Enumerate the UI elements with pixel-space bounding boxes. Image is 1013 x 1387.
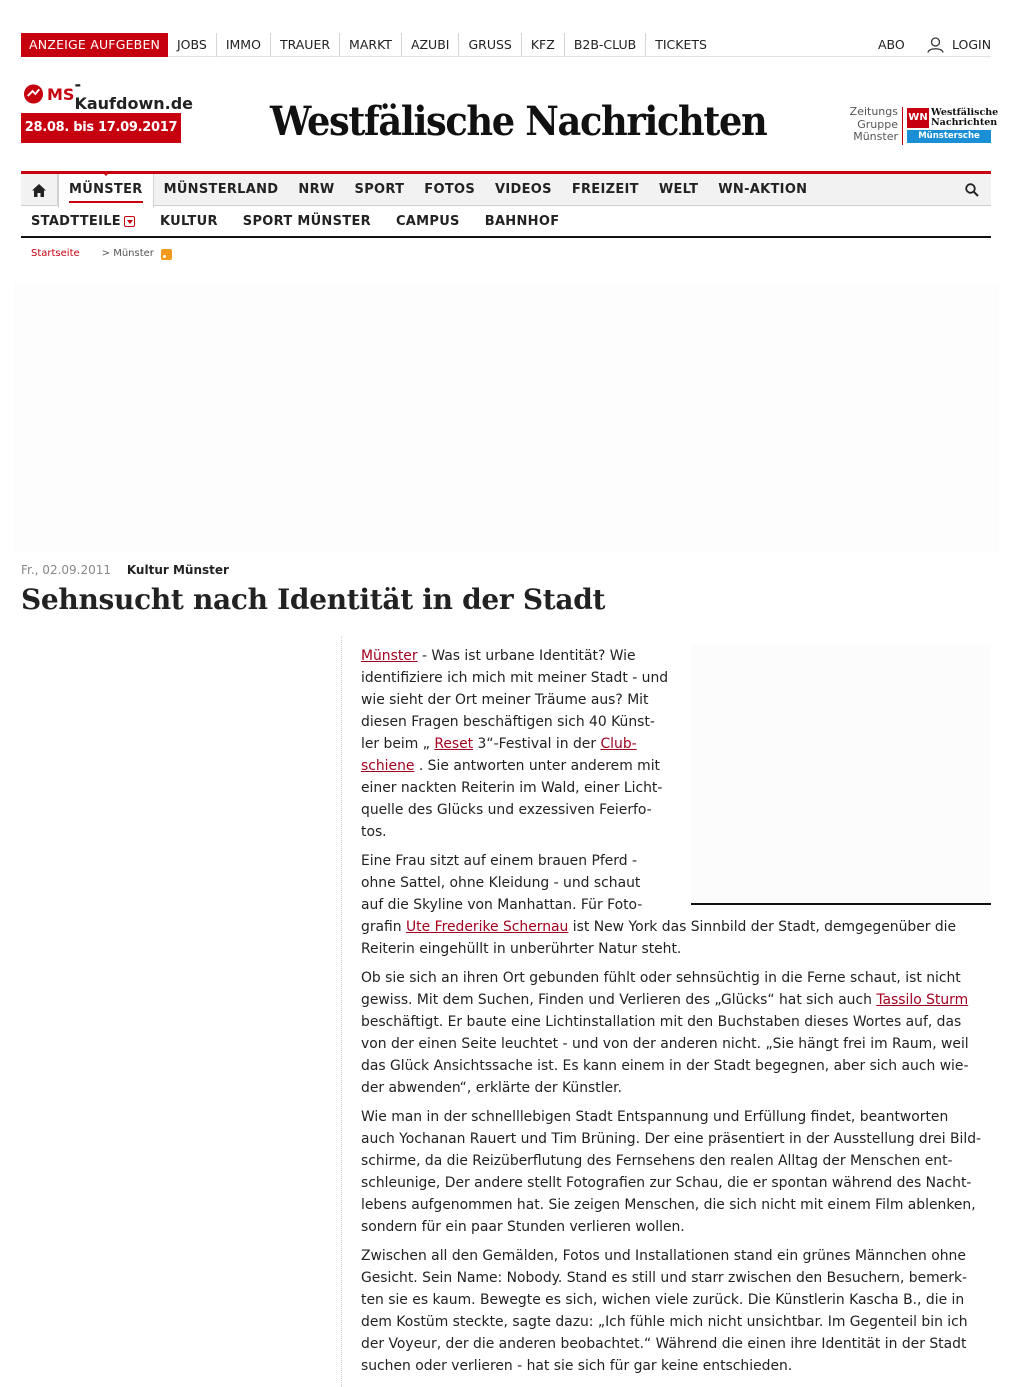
service-link-kfz[interactable]: KFZ bbox=[521, 33, 564, 57]
article-category[interactable]: Kultur Münster bbox=[126, 563, 229, 577]
service-link-immo[interactable]: IMMO bbox=[216, 33, 270, 57]
service-bar bbox=[21, 33, 991, 57]
wn-abbr: WN bbox=[907, 108, 929, 128]
line: wie sieht der Ort meiner Träume aus? Mit bbox=[361, 692, 649, 708]
text: gewiss. Mit dem Suchen, Finden und Verlieren des „Glücks“ hat sich auch bbox=[361, 992, 877, 1008]
wn-name bbox=[931, 108, 998, 128]
link-tassilo-sturm[interactable]: Tassilo Sturm bbox=[876, 992, 969, 1008]
line: Reiterin eingehüllt in unberührter Natur steht. bbox=[361, 941, 682, 957]
wn-name-line-1: Westfälische bbox=[931, 107, 999, 118]
user-icon bbox=[927, 37, 944, 53]
login-label: LOGIN bbox=[952, 37, 992, 52]
line: suchen oder verlieren - hat sie sich für gar keine entschieden. bbox=[361, 1358, 793, 1374]
subnav-stadtteile-label: STADTTEILE bbox=[31, 213, 121, 229]
group-line-2: Gruppe bbox=[857, 117, 898, 131]
wn-logo[interactable] bbox=[907, 107, 999, 154]
paragraph-5 bbox=[361, 1245, 991, 1377]
breadcrumb-current[interactable]: > Münster bbox=[101, 248, 154, 259]
article-date: Fr., 02.09.2011 bbox=[21, 563, 112, 577]
line: von der einen Seite leuchtet - und von der anderen nicht. „Sie hängt frei im Raum, weil bbox=[361, 1036, 969, 1052]
line bbox=[361, 989, 991, 1011]
breadcrumb bbox=[31, 247, 172, 261]
sub-navigation bbox=[21, 207, 991, 238]
article-body bbox=[361, 645, 991, 1384]
link-reset[interactable]: Reset bbox=[434, 736, 474, 752]
text: 3“-Festival in der bbox=[473, 736, 601, 752]
line: Ob sie sich an ihren Ort gebunden fühlt oder sehnsüchtig in die Ferne schaut, ist nicht bbox=[361, 970, 961, 986]
wn-name-line-2: Nachrichten bbox=[931, 117, 998, 128]
home-icon bbox=[32, 184, 46, 197]
line: das Glück Ansichtssache ist. Es kann einem in der Stadt begegnen, aber sich auch wie- bbox=[361, 1058, 969, 1074]
rss-icon[interactable] bbox=[161, 249, 172, 260]
text: - Was ist urbane Identität? Wie bbox=[417, 648, 636, 664]
service-link-tickets[interactable]: TICKETS bbox=[645, 33, 716, 57]
line: sondern für ein paar Stunden verlieren wollen. bbox=[361, 1219, 685, 1235]
kaufdown-logo-icon bbox=[23, 83, 44, 105]
article-headline: Sehnsucht nach Identität in der Stadt bbox=[21, 583, 606, 616]
main-nav-items bbox=[58, 174, 817, 206]
column-divider bbox=[341, 636, 342, 1387]
line: tos. bbox=[361, 824, 387, 840]
line: dem Kostüm steckte, sagte dazu: „Ich fühle mich nicht unsichtbar. Im Gegenteil bin ich bbox=[361, 1314, 968, 1330]
nav-item-fotos[interactable]: FOTOS bbox=[424, 182, 476, 197]
line: quelle des Glücks und exzessiven Feierfo- bbox=[361, 802, 652, 818]
text: . Sie antworten unter anderem mit bbox=[414, 758, 661, 774]
link-ute-frederike-schernau[interactable]: Ute Frederike Schernau bbox=[406, 919, 569, 935]
link-clubschiene[interactable]: Club- bbox=[600, 736, 637, 752]
text: ist New York das Sinnbild der Stadt, demgegenüber die bbox=[568, 919, 957, 935]
line: ohne Sattel, ohne Kleidung - und schaut bbox=[361, 875, 641, 891]
paragraph-2 bbox=[361, 850, 991, 960]
service-link-gruss[interactable]: GRUSS bbox=[458, 33, 520, 57]
breadcrumb-home[interactable]: Startseite bbox=[31, 248, 80, 259]
line bbox=[361, 916, 991, 938]
promo-brand-rest: -Kaufdown.de bbox=[74, 75, 193, 113]
subnav-item-campus[interactable]: CAMPUS bbox=[395, 213, 460, 229]
subnav-item-kultur[interactable]: KULTUR bbox=[160, 213, 218, 229]
service-link-b2b-club[interactable]: B2B-CLUB bbox=[564, 33, 645, 57]
wn-subbrand: Münstersche Zeitung bbox=[907, 130, 991, 143]
line bbox=[361, 733, 991, 755]
text: grafin bbox=[361, 919, 407, 935]
link-muenster[interactable]: Münster bbox=[361, 648, 418, 664]
home-button[interactable] bbox=[21, 174, 58, 206]
ad-placeholder bbox=[14, 282, 999, 552]
dropdown-arrow-icon[interactable] bbox=[124, 216, 135, 227]
nav-item-muensterland[interactable]: MÜNSTERLAND bbox=[163, 182, 279, 197]
subnav-item-bahnhof[interactable]: BAHNHOF bbox=[484, 213, 560, 229]
nav-item-videos[interactable]: VIDEOS bbox=[495, 182, 552, 197]
nav-item-nrw[interactable]: NRW bbox=[298, 182, 335, 197]
line: schirme, da die Reizüberflutung des Fernsehens den realen Alltag der Menschen ent- bbox=[361, 1153, 953, 1169]
line bbox=[361, 755, 991, 777]
service-link-azubi[interactable]: AZUBI bbox=[401, 33, 459, 57]
group-divider bbox=[902, 107, 903, 145]
nav-item-sport[interactable]: SPORT bbox=[354, 182, 405, 197]
place-ad-button[interactable]: ANZEIGE AUFGEBEN bbox=[21, 33, 168, 57]
group-line-1: Zeitungs bbox=[849, 105, 898, 118]
group-line-3: Münster bbox=[853, 130, 898, 143]
paragraph-3 bbox=[361, 967, 991, 1099]
ms-kaufdown-logo bbox=[23, 75, 194, 113]
subnav-item-stadtteile[interactable] bbox=[21, 207, 150, 236]
article-meta bbox=[21, 563, 229, 577]
service-link-markt[interactable]: MARKT bbox=[339, 33, 401, 57]
login-link[interactable] bbox=[927, 33, 991, 57]
search-icon[interactable] bbox=[965, 183, 979, 197]
line: der Voyeur, der die anderen beobachtet.“ Während die einen ihre Identität in der Stadt bbox=[361, 1336, 967, 1352]
line: Eine Frau sitzt auf einem brauen Pferd - bbox=[361, 853, 637, 869]
line: ten sie es kaum. Bewegte es sich, wichen viele zurück. Die Künstlerin Kascha B., die in bbox=[361, 1292, 965, 1308]
paragraph-1 bbox=[361, 645, 991, 843]
masthead-logo[interactable]: Westfälische Nachrichten bbox=[270, 98, 767, 145]
promo-brand-ms: MS bbox=[47, 84, 75, 104]
nav-item-freizeit[interactable]: FREIZEIT bbox=[571, 182, 639, 197]
line: einer nackten Reiterin im Wald, einer Licht- bbox=[361, 780, 663, 796]
link-clubschiene-cont[interactable]: schiene bbox=[361, 758, 415, 774]
paragraph-4 bbox=[361, 1106, 991, 1238]
ms-kaufdown-promo[interactable] bbox=[21, 75, 193, 143]
service-links bbox=[168, 33, 716, 57]
line: Gesicht. Sein Name: Nobody. Stand es still und starr zwischen den Besuchern, bemerk- bbox=[361, 1270, 967, 1286]
zeitungsgruppe-label bbox=[846, 106, 898, 144]
line: lebens aufgenommen hat. Sie zeigen Menschen, die sich nicht mit einem Film ablenken, bbox=[361, 1197, 976, 1213]
subnav-item-sport-muenster[interactable]: SPORT MÜNSTER bbox=[242, 213, 371, 229]
line bbox=[361, 645, 991, 667]
promo-dates: 28.08. bis 17.09.2017 bbox=[21, 113, 181, 143]
line: identifiziere ich mich mit meiner Stadt - und bbox=[361, 670, 669, 686]
line: diesen Fragen beschäftigen sich 40 Künst- bbox=[361, 714, 655, 730]
text: ler beim „ bbox=[361, 736, 435, 752]
line: Wie man in der schnelllebigen Stadt Entspannung und Erfüllung findet, beantworten bbox=[361, 1109, 949, 1125]
line: der abwenden“, erklärte der Künstler. bbox=[361, 1080, 622, 1096]
main-navigation bbox=[21, 171, 991, 206]
line: beschäftigt. Er baute eine Lichtinstallation mit den Buchstaben dieses Wortes auf, das bbox=[361, 1014, 962, 1030]
service-link-trauer[interactable]: TRAUER bbox=[270, 33, 339, 57]
line: schleunige, Der andere stellt Fotografien zur Schau, die er spontan während des Nacht- bbox=[361, 1175, 972, 1191]
abo-link[interactable]: ABO bbox=[878, 37, 905, 52]
service-link-jobs[interactable]: JOBS bbox=[177, 37, 207, 52]
line: auf die Skyline von Manhattan. Für Foto- bbox=[361, 897, 643, 913]
nav-item-wn-aktion[interactable]: WN-AKTION bbox=[718, 182, 808, 197]
nav-item-muenster[interactable]: MÜNSTER bbox=[58, 174, 154, 208]
line: Zwischen all den Gemälden, Fotos und Installationen stand ein grünes Männchen ohne bbox=[361, 1248, 966, 1264]
line: auch Yochanan Rauert und Tim Brüning. Der eine präsentiert in der Ausstellung drei Bild- bbox=[361, 1131, 982, 1147]
nav-item-welt[interactable]: WELT bbox=[658, 182, 699, 197]
